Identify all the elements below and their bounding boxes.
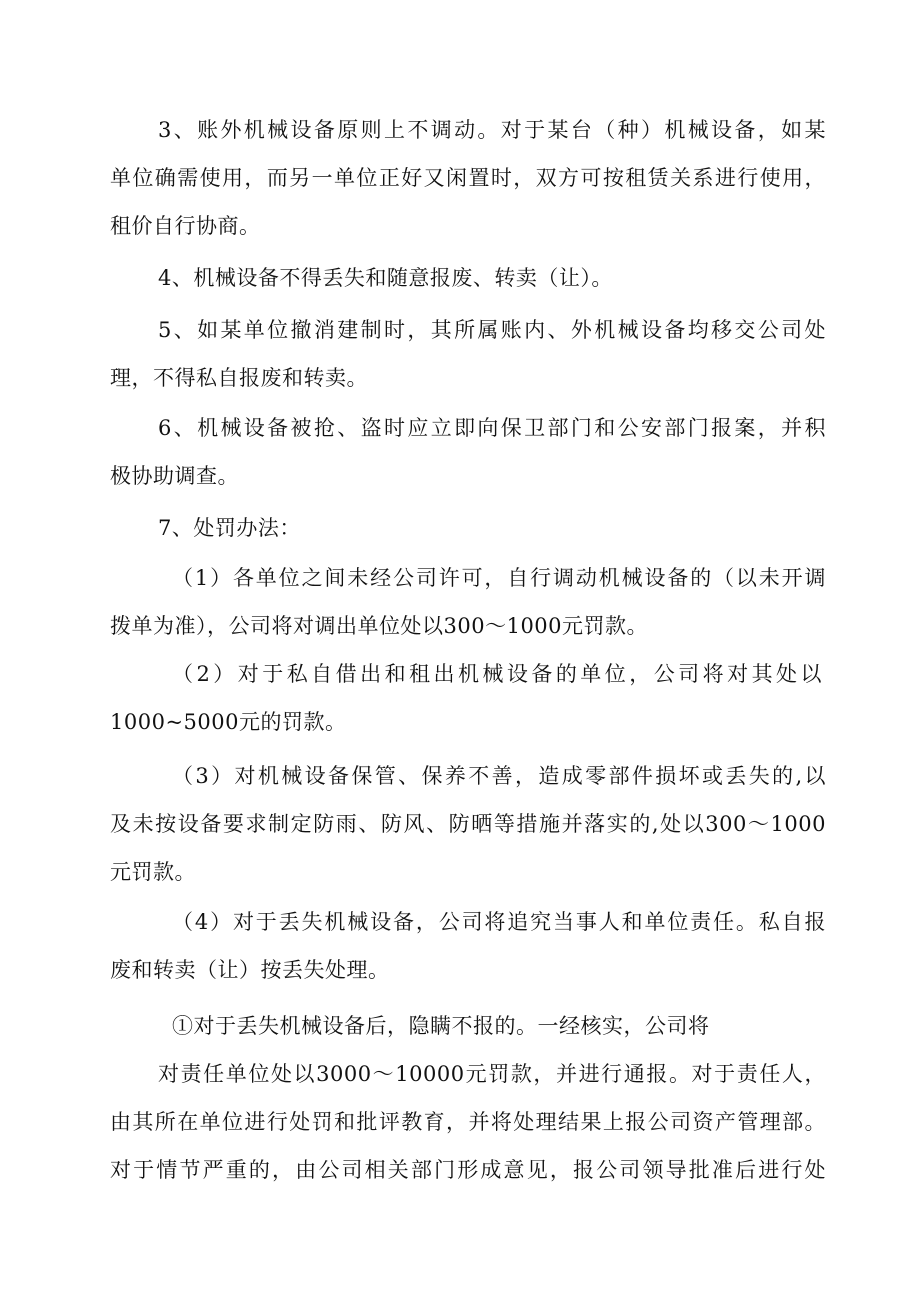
text-line-20: 对责任单位处以3000～10000元罚款，并进行通报。对于责任人， [158, 1062, 826, 1086]
text-line-10: （1）各单位之间未经公司许可，自行调动机械设备的（以未开调 [172, 566, 826, 590]
text-line-4: 4、机械设备不得丢失和随意报废、转卖（让）。 [158, 266, 613, 290]
text-line-2: 单位确需使用，而另一单位正好又闲置时，双方可按租赁关系进行使用， [110, 166, 826, 190]
text-line-22: 对于情节严重的，由公司相关部门形成意见，报公司领导批准后进行处 [110, 1158, 826, 1182]
text-line-9: 7、处罚办法： [158, 516, 301, 540]
text-line-8: 极协助调查。 [110, 464, 239, 488]
text-line-11: 拨单为准），公司将对调出单位处以300～1000元罚款。 [110, 614, 649, 638]
text-line-14: （3）对机械设备保管、保养不善，造成零部件损坏或丢失的,以 [172, 764, 826, 788]
text-line-17: （4）对于丢失机械设备，公司将追究当事人和单位责任。私自报 [172, 910, 826, 934]
text-line-13: 1000~5000元的罚款。 [110, 710, 347, 734]
text-line-15: 及未按设备要求制定防雨、防风、防晒等措施并落实的,处以300～1000 [110, 812, 826, 836]
text-line-19: ①对于丢失机械设备后，隐瞒不报的。一经核实，公司将 [172, 1014, 710, 1038]
text-line-16: 元罚款。 [110, 860, 196, 884]
text-line-1: 3、账外机械设备原则上不调动。对于某台（种）机械设备，如某 [158, 118, 826, 142]
text-line-7: 6、机械设备被抢、盗时应立即向保卫部门和公安部门报案，并积 [158, 416, 826, 440]
text-line-12: （2）对于私自借出和租出机械设备的单位，公司将对其处以 [172, 662, 822, 686]
text-line-21: 由其所在单位进行处罚和批评教育，并将处理结果上报公司资产管理部。 [110, 1110, 826, 1134]
text-line-18: 废和转卖（让）按丢失处理。 [110, 958, 390, 982]
text-line-5: 5、如某单位撤消建制时，其所属账内、外机械设备均移交公司处 [158, 318, 826, 342]
text-line-6: 理，不得私自报废和转卖。 [110, 366, 368, 390]
text-line-3: 租价自行协商。 [110, 214, 261, 238]
